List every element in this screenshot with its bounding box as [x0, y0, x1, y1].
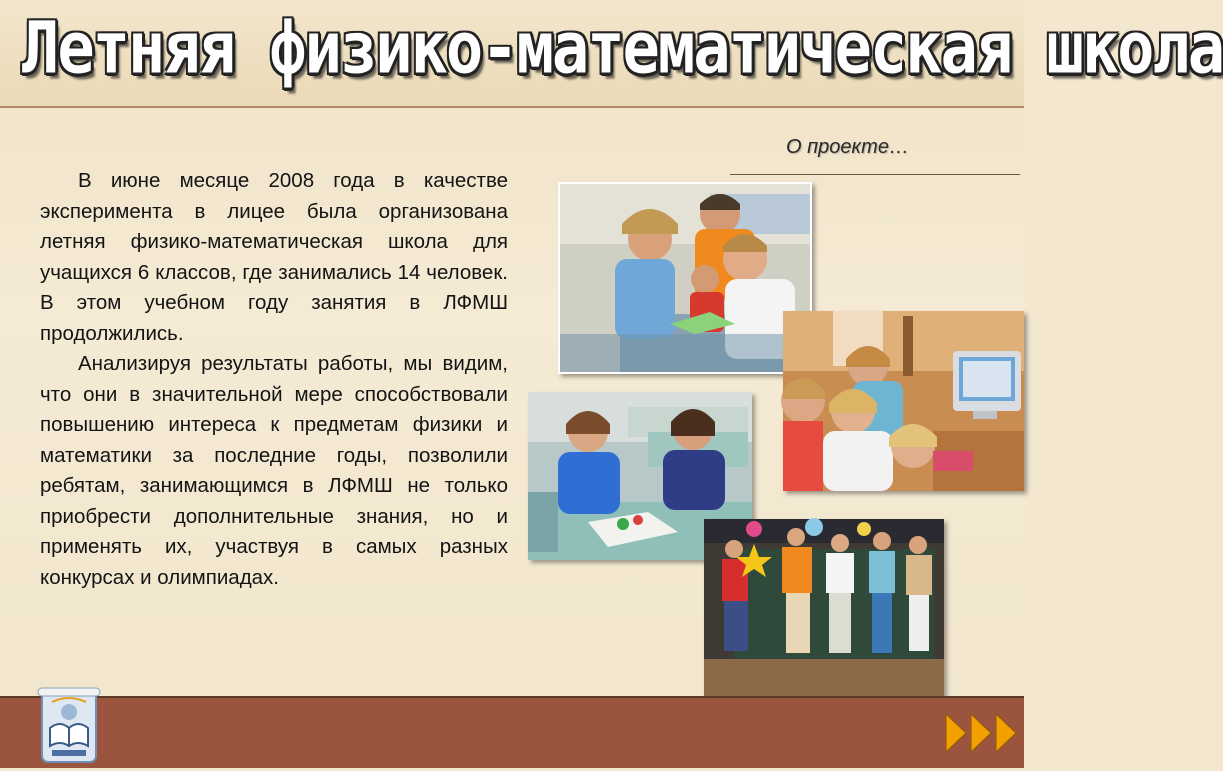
paragraph-1: В июне месяце 2008 года в качестве эксперимента в лицее была организована летняя физико-математическая школа для учащихся 6 классов, где занимались 14 человек. В этом учебном году занятия в ЛФМШ продолжились.	[40, 169, 508, 345]
triple-arrow-next-icon[interactable]	[944, 712, 1020, 754]
title-divider	[0, 106, 1024, 108]
open-book-icon	[38, 688, 100, 766]
about-project-heading: О проекте…	[786, 136, 909, 158]
photo-students-blackboard	[704, 519, 944, 700]
about-divider	[730, 174, 1020, 175]
slide-title: Летняя физико-математическая школа	[22, 6, 1223, 90]
paragraph-2: Анализируя результаты работы, мы видим, что они в значительной мере способствовали повышению интереса к предметам физики и математики за последние годы, позволили ребятам, занимающимся в ЛФМШ не только приобрести дополнительные знания, но и применять их, участвуя в самых разных конкурсах и олимпиадах.	[40, 352, 508, 589]
photo-students-desk	[558, 182, 812, 374]
body-text	[40, 166, 508, 593]
photo-students-computer	[783, 311, 1024, 491]
footer-bar	[0, 698, 1024, 768]
